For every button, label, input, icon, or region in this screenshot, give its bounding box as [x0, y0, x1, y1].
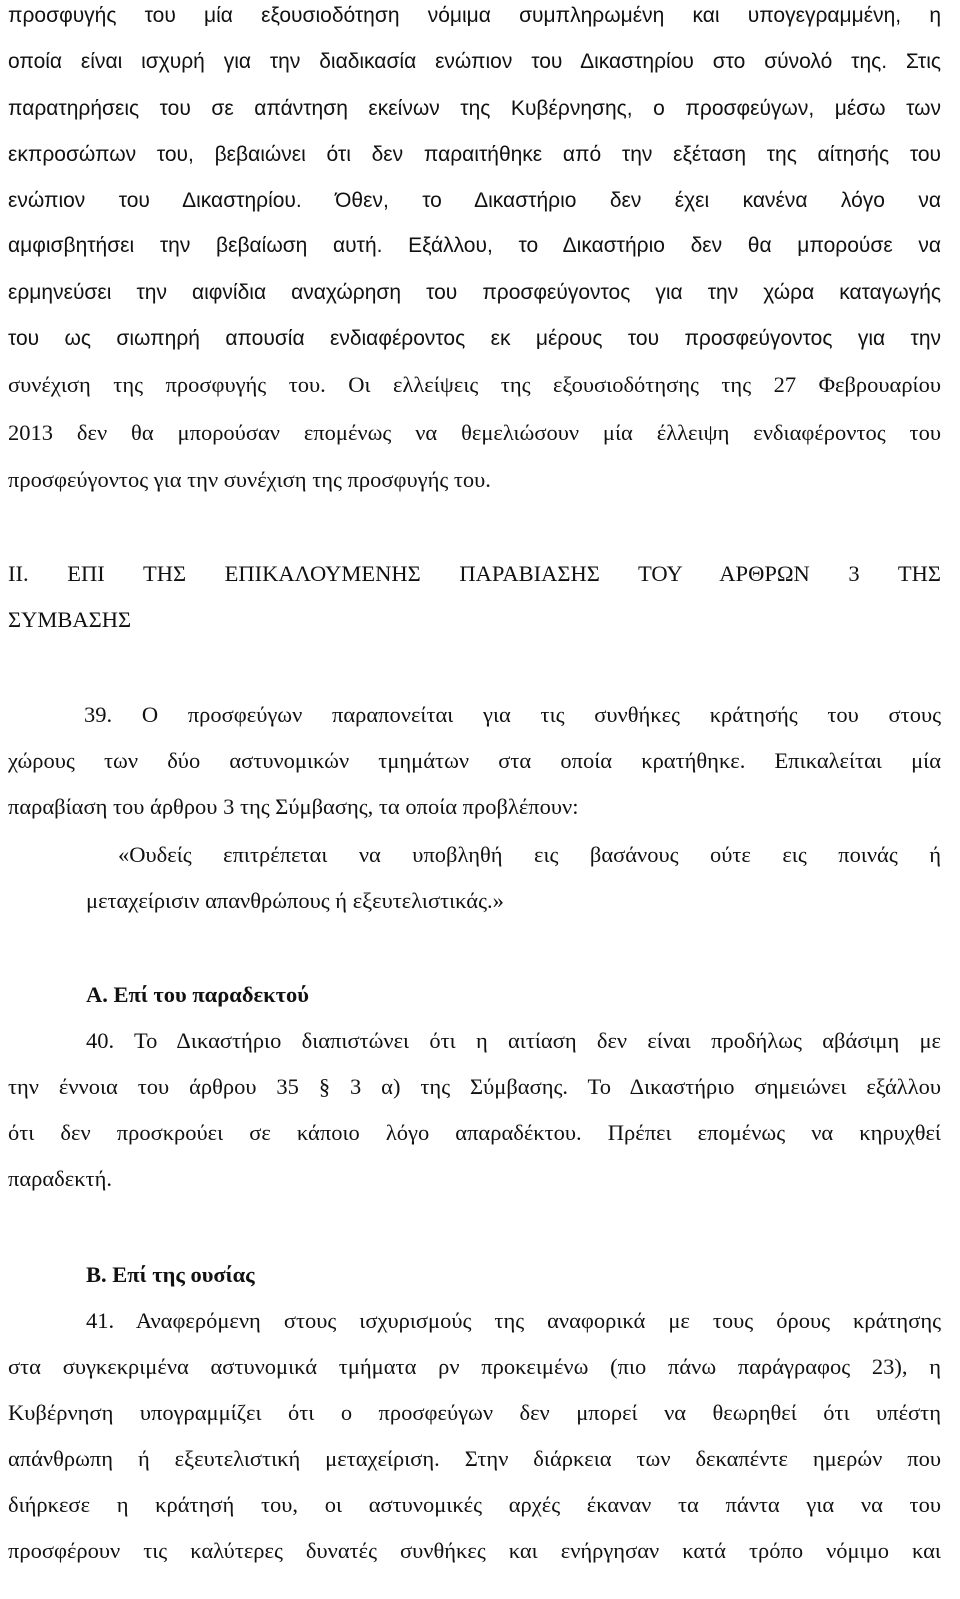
text-line: παρατηρήσεις του σε απάντηση εκείνων της Κυβέρνησης, ο προσφεύγων, μέσω των — [8, 97, 941, 120]
paragraph-line: διήρκεσε η κράτησή του, οι αστυνομικές αρχές έκαναν τα πάντα για να του — [8, 1492, 941, 1517]
paragraph-line: στα συγκεκριμένα αστυνομικά τμήματα ρν προκειμένω (πιο πάνω παράγραφος 23), η — [8, 1354, 941, 1379]
section-heading: II. ΕΠΙ ΤΗΣ ΕΠΙΚΑΛΟΥΜΕΝΗΣ ΠΑΡΑΒΙΑΣΗΣ ΤΟΥ ΑΡΘΡΩΝ 3 ΤΗΣ — [8, 561, 941, 586]
text-line: ενώπιον του Δικαστηρίου. Όθεν, το Δικαστήριο δεν έχει κανένα λόγο να — [8, 189, 941, 212]
quote-line: μεταχείρισιν απανθρώπους ή εξευτελιστικάς.» — [86, 888, 504, 913]
quote-line: «Ουδείς επιτρέπεται να υποβληθή εις βασάνους ούτε εις ποινάς ή — [118, 842, 941, 867]
paragraph-line: 39. Ο προσφεύγων παραπονείται για τις συνθήκες κράτησής του στους — [84, 702, 941, 727]
text-line: 2013 δεν θα μπορούσαν επομένως να θεμελιώσουν μία έλλειψη ενδιαφέροντος του — [8, 420, 941, 445]
paragraph-line: παραβίαση του άρθρου 3 της Σύμβασης, τα οποία προβλέπουν: — [8, 794, 579, 819]
text-line: προσφεύγοντος για την συνέχιση της προσφυγής του. — [8, 467, 491, 492]
text-line: συνέχιση της προσφυγής του. Οι ελλείψεις της εξουσιοδότησης της 27 Φεβρουαρίου — [8, 372, 941, 397]
paragraph-line: 41. Αναφερόμενη στους ισχυρισμούς της αναφορικά με τους όρους κράτησης — [86, 1308, 941, 1333]
subsection-heading: Β. Επί της ουσίας — [86, 1262, 255, 1287]
subsection-heading: Α. Επί του παραδεκτού — [86, 982, 309, 1007]
paragraph-line: απάνθρωπη ή εξευτελιστική μεταχείριση. Στην διάρκεια των δεκαπέντε ημερών που — [8, 1446, 941, 1471]
text-line: οποία είναι ισχυρή για την διαδικασία ενώπιον του Δικαστηρίου στο σύνολό της. Στις — [8, 50, 941, 73]
section-heading: ΣΥΜΒΑΣΗΣ — [8, 607, 132, 632]
text-line: του ως σιωπηρή απουσία ενδιαφέροντος εκ μέρους του προσφεύγοντος για την — [8, 327, 941, 350]
paragraph-line: Κυβέρνηση υπογραμμίζει ότι ο προσφεύγων δεν μπορεί να θεωρηθεί ότι υπέστη — [8, 1400, 941, 1425]
paragraph-line: παραδεκτή. — [8, 1166, 112, 1191]
paragraph-line: προσφέρουν τις καλύτερες δυνατές συνθήκες και ενήργησαν κατά τρόπο νόμιμο και — [8, 1538, 941, 1563]
paragraph-line: 40. Το Δικαστήριο διαπιστώνει ότι η αιτίαση δεν είναι προδήλως αβάσιμη με — [86, 1028, 941, 1053]
text-line: αμφισβητήσει την βεβαίωση αυτή. Εξάλλου, το Δικαστήριο δεν θα μπορούσε να — [8, 234, 941, 257]
text-line: ερμηνεύσει την αιφνίδια αναχώρηση του προσφεύγοντος για την χώρα καταγωγής — [8, 281, 941, 304]
paragraph-line: την έννοια του άρθρου 35 § 3 α) της Σύμβασης. Το Δικαστήριο σημειώνει εξάλλου — [8, 1074, 941, 1099]
paragraph-line: χώρους των δύο αστυνομικών τμημάτων στα οποία κρατήθηκε. Επικαλείται μία — [8, 748, 941, 773]
text-line: εκπροσώπων του, βεβαιώνει ότι δεν παραιτήθηκε από την εξέταση της αίτησής του — [8, 143, 941, 166]
paragraph-line: ότι δεν προσκρούει σε κάποιο λόγο απαραδέκτου. Πρέπει επομένως να κηρυχθεί — [8, 1120, 941, 1145]
text-line: προσφυγής του μία εξουσιοδότηση νόμιμα συμπληρωμένη και υπογεγραμμένη, η — [8, 4, 941, 27]
